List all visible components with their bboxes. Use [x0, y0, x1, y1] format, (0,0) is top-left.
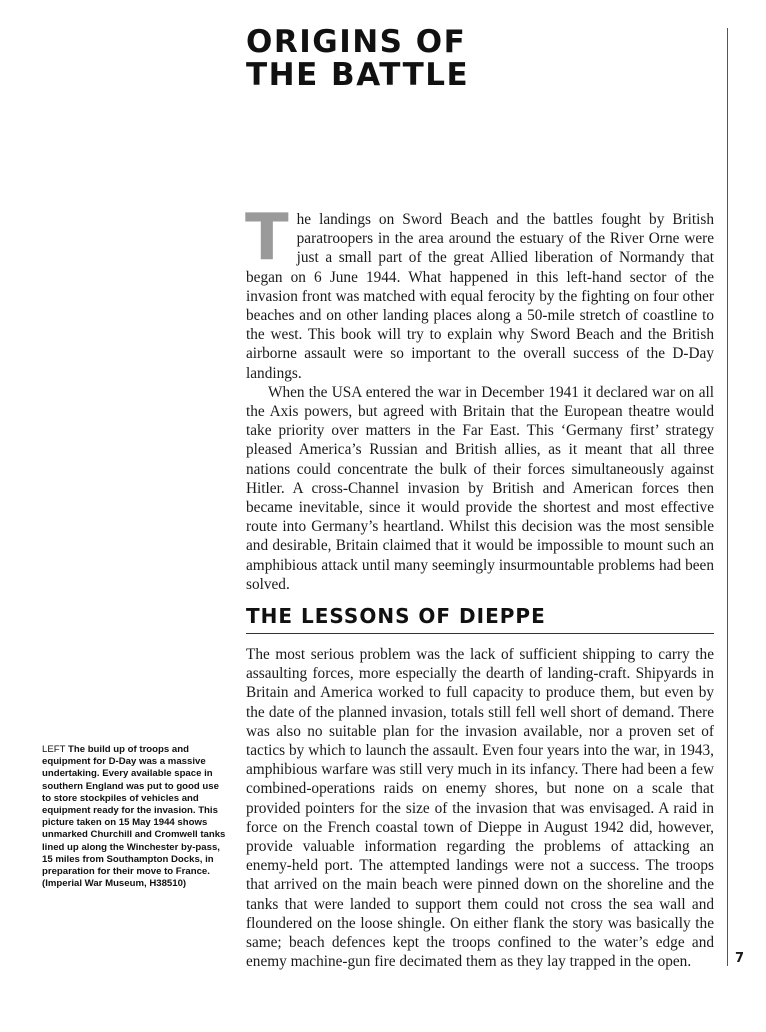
- page-title: [246, 26, 469, 92]
- page-title-line-1: ORIGINS OF: [246, 24, 467, 60]
- section-heading: THE LESSONS OF DIEPPE: [246, 604, 546, 628]
- caption-text: The build up of troops and equipment for D-Day was a massive undertaking. Every available space in southern England was put to good use to store stockpiles of vehicles and equipment ready for the invasion. This picture taken on 15 May 1944 shows unmarked Churchill and Cromwell tanks lined up along the Winchester by-pass, 15 miles from Southampton Docks, in preparation for their move to France. (Imperial War Museum, H38510): [42, 744, 226, 890]
- section-paragraph-1: The most serious problem was the lack of sufficient shipping to carry the assaulting forces, more especially the dearth of landing-craft. Shipyards in Britain and America worked to full capacity to produce them, but even by the date of the planned invasion, totals still fell well short of demand. There was also no suitable plan for the invasion available, nor a proven set of tactics by which to launch the assault. Even four years into the war, in 1943, amphibious warfare was still very much in its infancy. There had been a few combined-operations raids on enemy shores, but none on a scale that provided pointers for the size of the invasion that was envisaged. A raid in force on the French coastal town of Dieppe in August 1942 did, however, provide valuable information regarding the problems of attacking an enemy-held port. The attempted landings were not a success. The troops that arrived on the main beach were pinned down on the shoreline and the tanks that were landed to support them could not cross the sea wall and floundered on the loose shingle. On either flank the story was basically the same; beach defences kept the troops confined to the water’s edge and enemy machine-gun fire decimated them as they lay trapped in the open.: [246, 646, 714, 971]
- margin-rule: [727, 28, 728, 966]
- intro-paragraph-2: When the USA entered the war in December 1941 it declared war on all the Axis powers, but agreed with Britain that the European theatre would take priority over matters in the Far East. This ‘Germany first’ strategy pleased America’s Russian and British allies, as it meant that all three nations could concentrate the bulk of their forces simultaneously against Hitler. A cross-Channel invasion by British and American forces then became inevitable, since it would provide the shortest and most effective route into Germany’s heartland. Whilst this decision was the most sensible and desirable, Britain claimed that it would be impossible to mount such an amphibious attack until many seemingly insurmountable problems had been solved.: [246, 383, 714, 593]
- page-title-line-2: THE BATTLE: [246, 57, 470, 93]
- photo-caption: [42, 744, 226, 890]
- intro-paragraph-1: he landings on Sword Beach and the battles fought by British paratroopers in the area around the estuary of the River Orne were just a small part of the great Allied liberation of Normandy that began on 6 June 1944. What happened in this left-hand sector of the invasion front was matched with equal ferocity by the fighting on four other beaches and on other landing places along a 50-mile stretch of coastline to the west. This book will try to explain why Sword Beach and the British airborne assault were so important to the overall success of the D-Day landings.: [246, 211, 714, 382]
- section-divider: [246, 633, 714, 634]
- drop-cap: T: [245, 201, 289, 275]
- section-text: [246, 645, 714, 971]
- caption-label: LEFT: [42, 744, 66, 755]
- page-number: 7: [735, 951, 745, 966]
- intro-text: [245, 201, 714, 594]
